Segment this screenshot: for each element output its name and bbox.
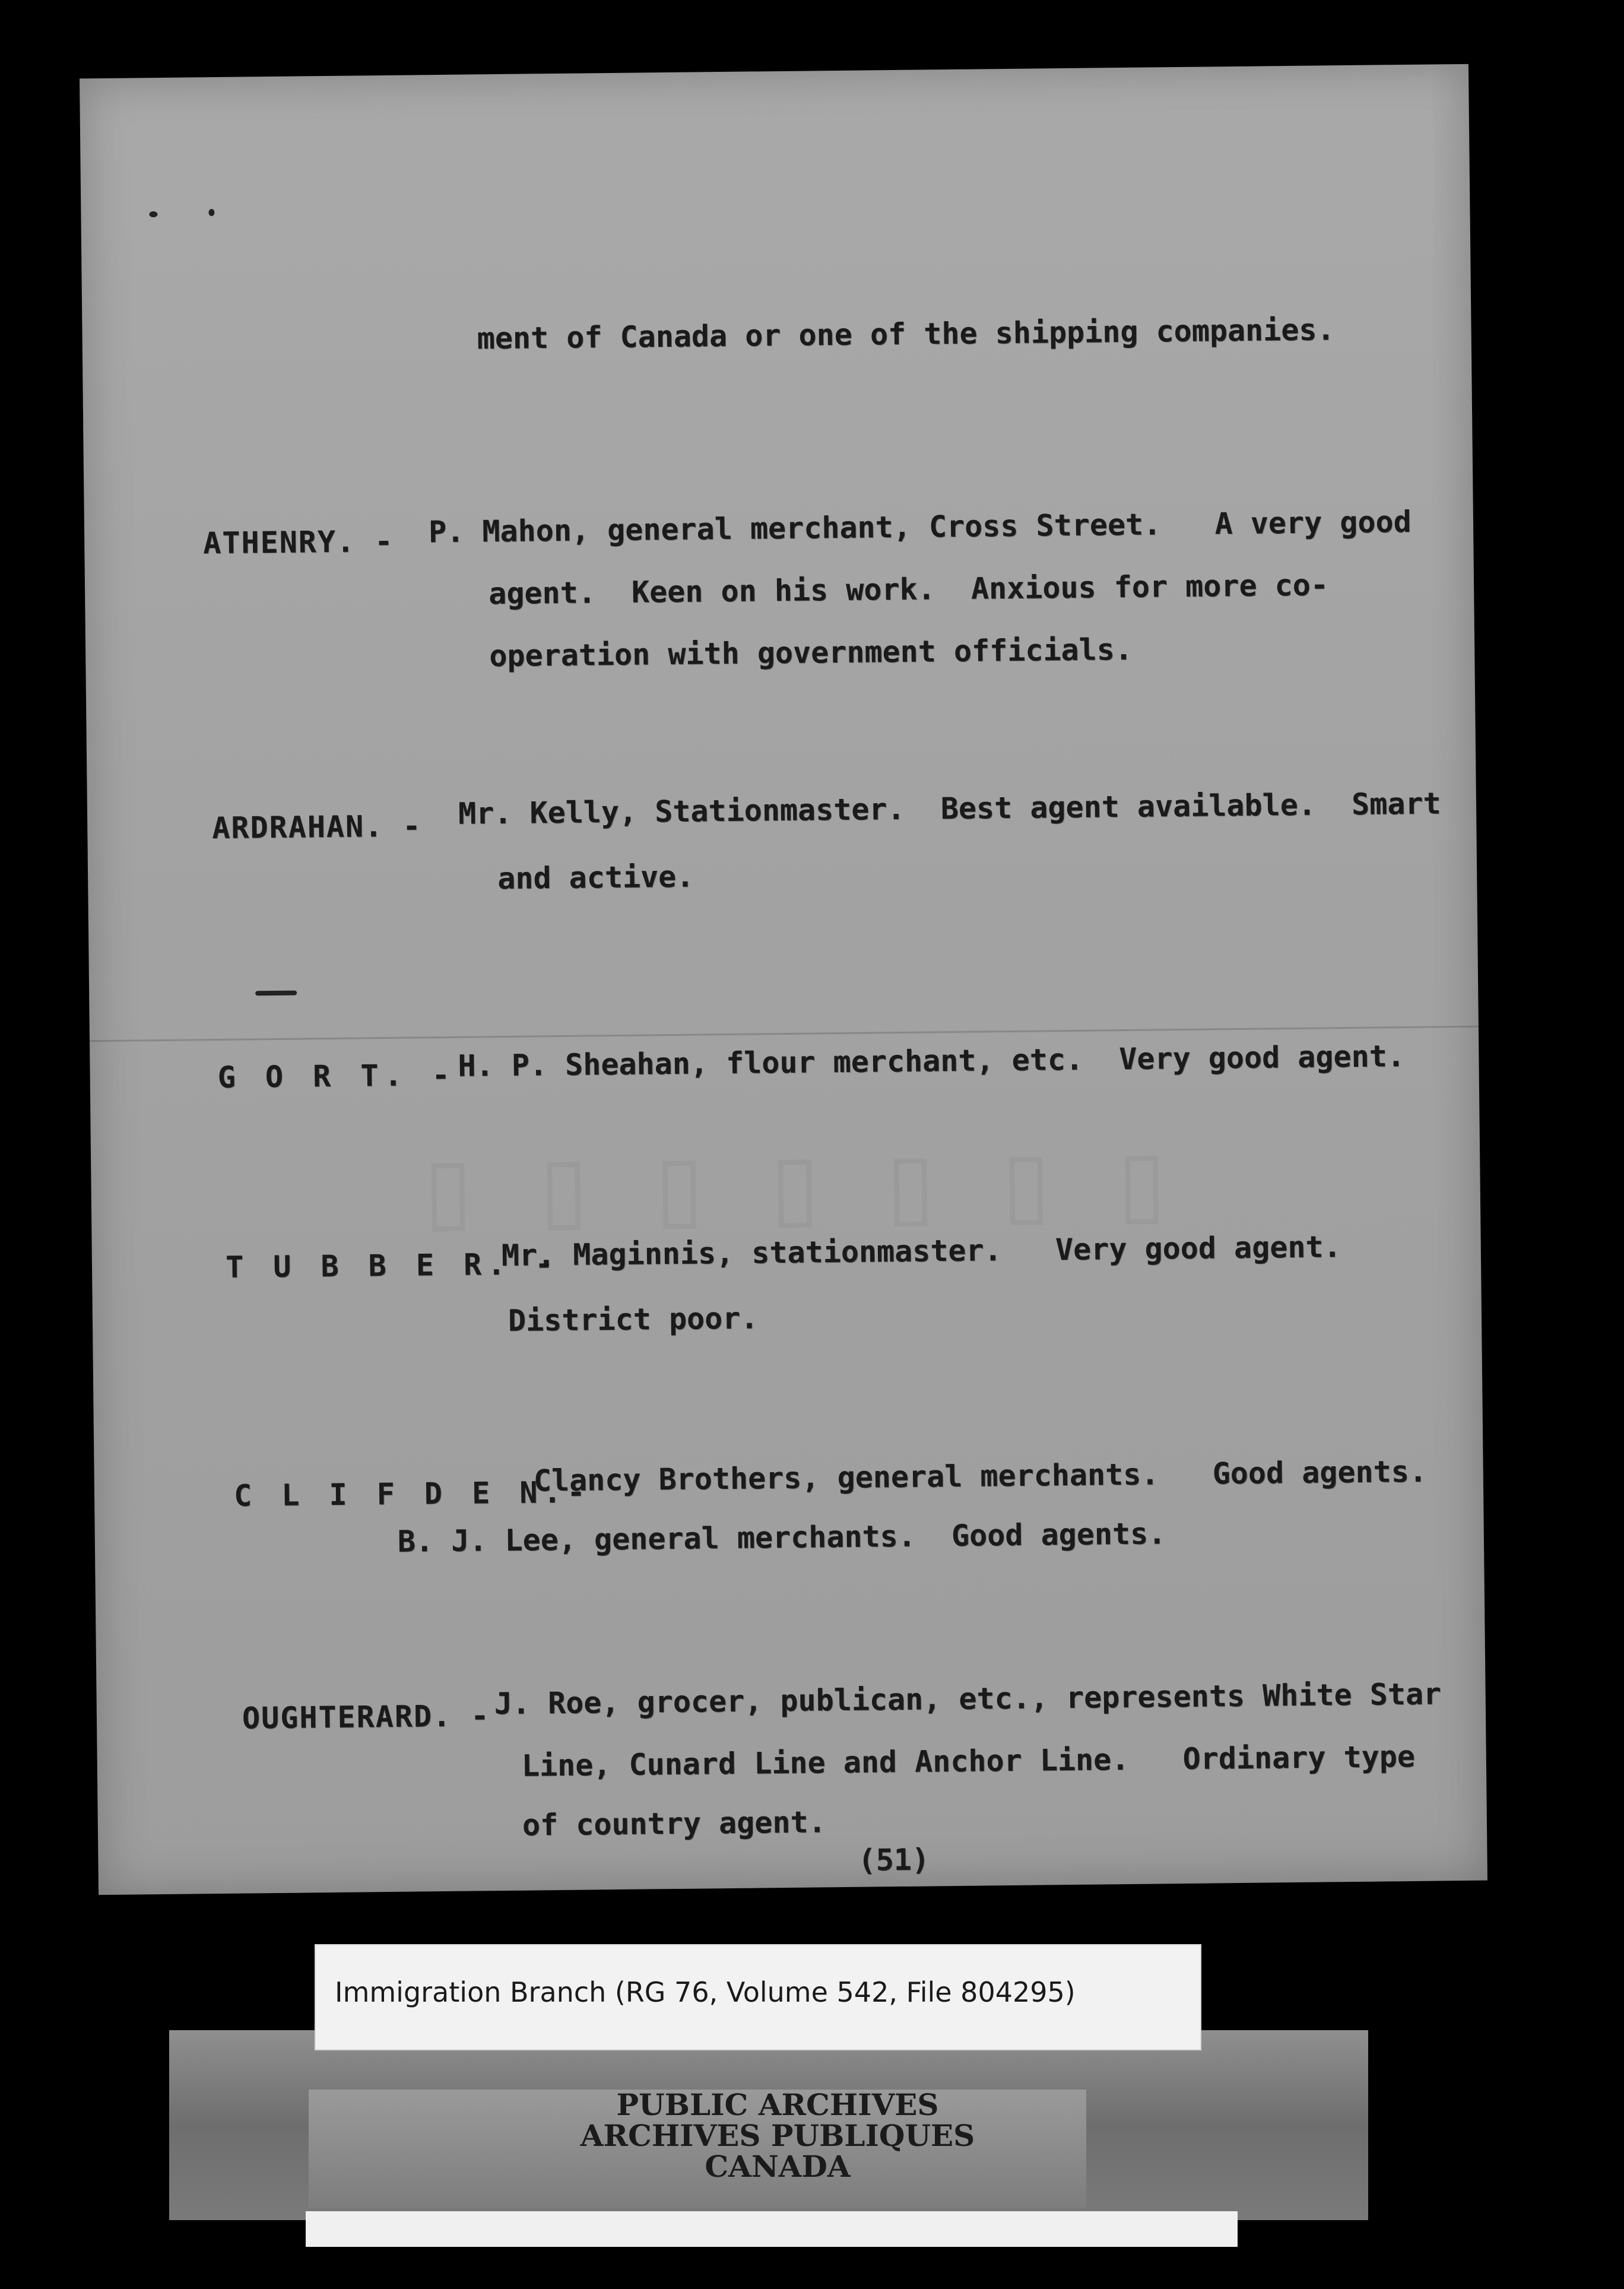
entry-text-clifden-line-1: Clancy Brothers, general merchants. Good agents. [533, 1454, 1428, 1498]
page-fold-line [90, 1026, 1479, 1042]
page-number: (51) [858, 1842, 930, 1878]
entry-text-oughterard-line-2: Line, Cunard Line and Anchor Line. Ordinary type [521, 1739, 1416, 1783]
entry-place-oughterard: OUGHTERARD. - [242, 1698, 490, 1736]
entry-text-tubber-line-1: Mr. Maginnis, stationmaster. Very good agent. [501, 1229, 1341, 1273]
entry-text-gort-line-1: H. P. Sheahan, flour merchant, etc. Very good agent. [458, 1039, 1406, 1083]
entry-place-athenry: ATHENRY. - [202, 524, 394, 561]
ghost-stamp-bleed-through: ▯ ▯ ▯ ▯ ▯ ▯ ▯ [423, 1129, 1185, 1242]
document-page [80, 64, 1487, 1895]
entry-place-gort: G O R T. - [217, 1057, 456, 1095]
stamp-line-1: PUBLIC ARCHIVES [616, 2087, 939, 2122]
entry-text-ardrahan-line-2: and active. [497, 859, 694, 896]
archive-label-text: Immigration Branch (RG 76, Volume 542, File 804295) [335, 1976, 1076, 2008]
entry-place-ardrahan: ARDRAHAN. - [211, 809, 422, 846]
entry-place-tubber: T U B B E R. - [225, 1246, 559, 1285]
archive-bottom-strip [306, 2211, 1238, 2247]
ink-speck [149, 211, 157, 217]
ink-mark [255, 991, 297, 996]
public-archives-stamp [487, 2087, 1068, 2184]
entry-text-oughterard-line-3: of country agent. [522, 1805, 826, 1843]
entry-text-athenry-line-3: operation with government officials. [489, 632, 1133, 674]
entry-text-clifden-line-2: B. J. Lee, general merchants. Good agents. [397, 1516, 1166, 1559]
continuation-line: ment of Canada or one of the shipping companies. [477, 312, 1335, 356]
archive-label-card [315, 1944, 1201, 2050]
entry-text-ardrahan-line-1: Mr. Kelly, Stationmaster. Best agent available. Smart [458, 786, 1441, 831]
entry-text-athenry-line-1: P. Mahon, general merchant, Cross Street. A very good [428, 504, 1412, 550]
entry-text-oughterard-line-1: J. Roe, grocer, publican, etc., represents White Star [494, 1676, 1442, 1721]
stamp-line-2: ARCHIVES PUBLIQUES [580, 2118, 975, 2153]
ink-speck [208, 209, 214, 216]
stamp-line-3: CANADA [705, 2149, 851, 2184]
entry-text-athenry-line-2: agent. Keen on his work. Anxious for more co- [488, 568, 1329, 611]
entry-text-tubber-line-2: District poor. [508, 1301, 759, 1338]
entry-place-clifden: C L I F D E N.- [233, 1475, 591, 1513]
